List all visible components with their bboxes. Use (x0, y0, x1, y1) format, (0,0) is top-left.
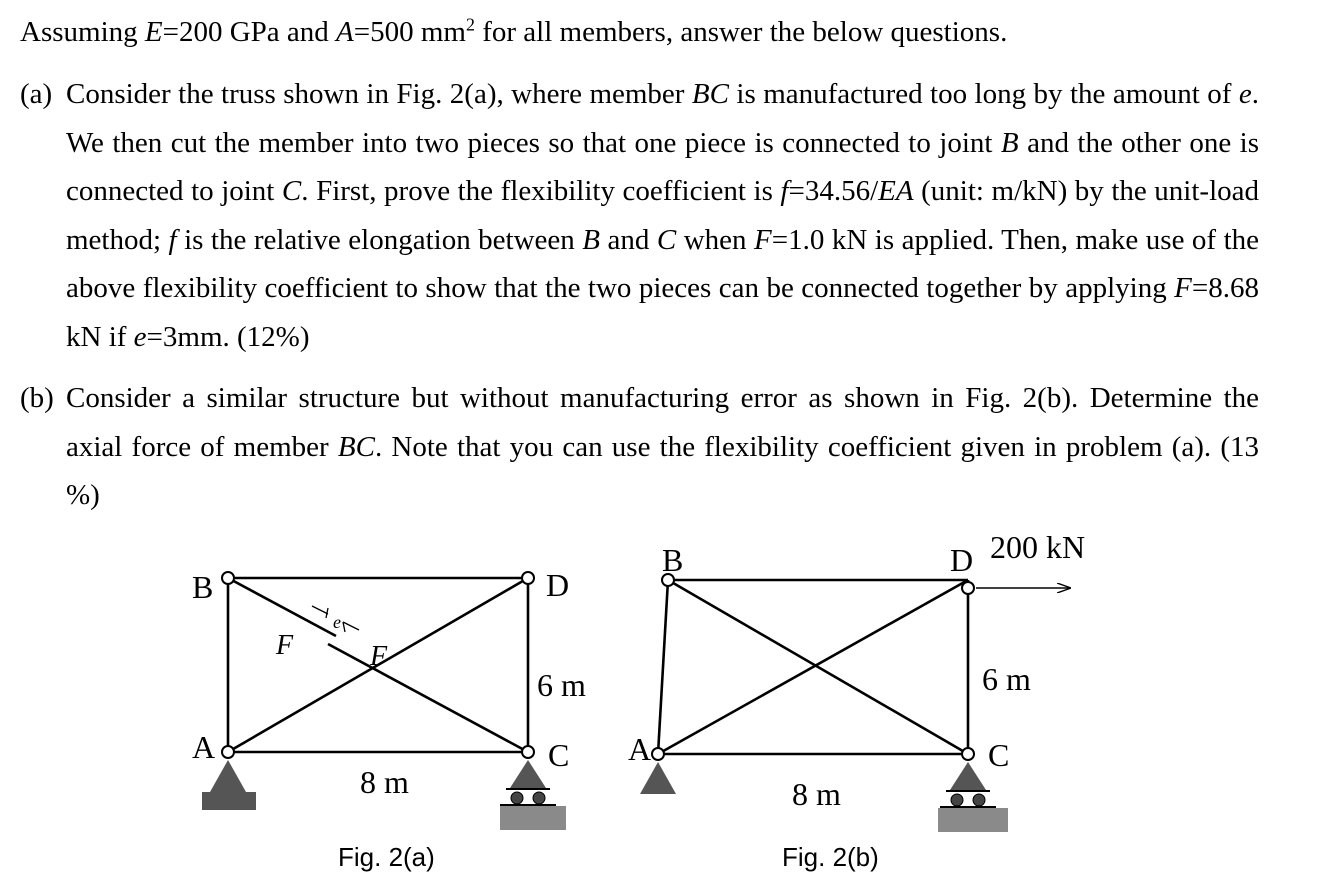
fig-2b-width-label: 8 m (792, 776, 841, 812)
member-BC-piece-1 (228, 578, 336, 636)
fig-2a-height-label: 6 m (537, 667, 586, 703)
fig-2a-node-D: D (546, 567, 570, 603)
joint-A (652, 748, 664, 760)
fig-2b-members (658, 580, 968, 754)
joint-A (222, 746, 234, 758)
fig-2a-e-label: e (333, 612, 341, 632)
joint-D (962, 582, 974, 594)
intro-line: Assuming E=200 GPa and A=500 $mm^2$ for all members, answer the below questions. (20, 14, 1008, 48)
part-b-text: Consider a similar structure but without manufacturing error as shown in Fig. 2(b). Determine the axial force of member BC. Note that you can use the flexibility coefficient given in problem (a). (13 %) (66, 382, 1260, 511)
fig-2b-caption: Fig. 2(b) (782, 842, 879, 872)
fig-2b-height-label: 6 m (982, 661, 1031, 697)
fig-2b-node-D: D (950, 542, 974, 578)
part-b-label: (b) (20, 382, 54, 414)
member-AB (658, 580, 668, 754)
fig-2a-F-right: F (370, 641, 388, 672)
fig-2a (192, 567, 586, 830)
fig-2a-F-left: F (276, 630, 294, 661)
fig-2b-node-C: C (988, 737, 1010, 773)
fig-2a-node-B: B (192, 569, 214, 605)
fig-2b-node-A: A (628, 731, 652, 767)
fig-2b (628, 529, 1085, 832)
part-a-text: Consider the truss shown in Fig. 2(a), where member BC is manufactured too long by the amount of e. We then cut the member into two pieces so that one piece is connected to joint B and the other one is connected to joint C. First, prove the flexibility coefficient is f=34.56/EA (unit: m/kN) by the unit-load method; f is the relative elongation between B and C when F=1.0 kN is applied. Then, make use of the above flexibility coefficient to show that the two pieces can be connected together by applying F=8.68 kN if e=3mm. (12%) (66, 78, 1260, 353)
joint-B (222, 572, 234, 584)
part-a-label: (a) (20, 78, 53, 110)
joint-D (522, 572, 534, 584)
member-BC-piece-2 (328, 644, 528, 752)
joint-C (522, 746, 534, 758)
fig-2a-caption: Fig. 2(a) (338, 842, 435, 872)
fig-2a-node-A: A (192, 729, 216, 765)
pin-support-A (202, 760, 256, 810)
fig-2b-load-label: 200 kN (990, 529, 1086, 565)
joint-C (962, 748, 974, 760)
fig-2b-node-B: B (662, 542, 684, 578)
fig-2a-node-C: C (548, 737, 570, 773)
fig-2a-width-label: 8 m (360, 764, 409, 800)
